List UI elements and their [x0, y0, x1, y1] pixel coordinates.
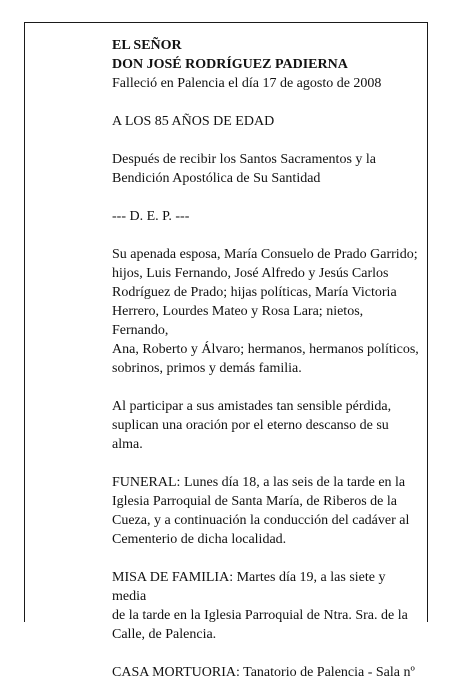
death-date-line: Falleció en Palencia el día 17 de agosto de 2008	[112, 76, 382, 91]
sacraments-line2: Bendición Apostólica de Su Santidad	[112, 171, 321, 186]
notice-title-line1: EL SEÑOR	[112, 38, 182, 53]
family-paragraph	[112, 245, 422, 378]
request-line: Al participar a sus amistades tan sensible pérdida,	[112, 399, 392, 414]
sacraments-line1: Después de recibir los Santos Sacramentos y la	[112, 152, 376, 167]
funeral-line: Iglesia Parroquial de Santa María, de Riberos de la	[112, 494, 397, 509]
request-paragraph	[112, 397, 422, 454]
funeral-line: FUNERAL: Lunes día 18, a las seis de la tarde en la	[112, 475, 406, 490]
age-line: A LOS 85 AÑOS DE EDAD	[112, 114, 275, 129]
family-line: Herrero, Lourdes Mateo y Rosa Lara; nietos, Fernando,	[112, 304, 364, 338]
misa-line: MISA DE FAMILIA: Martes día 19, a las siete y media	[112, 570, 386, 604]
notice-title-line2: DON JOSÉ RODRÍGUEZ PADIERNA	[112, 57, 348, 72]
misa-line: de la tarde en la Iglesia Parroquial de Ntra. Sra. de la	[112, 608, 408, 623]
funeral-line: Cementerio de dicha localidad.	[112, 532, 287, 547]
misa-paragraph	[112, 568, 422, 644]
misa-line: Calle, de Palencia.	[112, 627, 217, 642]
obituary-notice	[112, 36, 422, 682]
funeral-line: Cueza, y a continuación la conducción del cadáver al	[112, 513, 410, 528]
family-line: sobrinos, primos y demás familia.	[112, 361, 302, 376]
funeral-paragraph	[112, 473, 422, 549]
casa-mortuoria-line: CASA MORTUORIA: Tanatorio de Palencia - Sala nº	[112, 665, 415, 680]
rip-line: --- D. E. P. ---	[112, 209, 190, 224]
family-line: Su apenada esposa, María Consuelo de Prado Garrido;	[112, 247, 418, 262]
family-line: hijos, Luis Fernando, José Alfredo y Jesús Carlos	[112, 266, 389, 281]
request-line: suplican una oración por el eterno descanso de su alma.	[112, 418, 389, 452]
family-line: Ana, Roberto y Álvaro; hermanos, hermanos políticos,	[112, 342, 419, 357]
family-line: Rodríguez de Prado; hijas políticas, María Victoria	[112, 285, 397, 300]
